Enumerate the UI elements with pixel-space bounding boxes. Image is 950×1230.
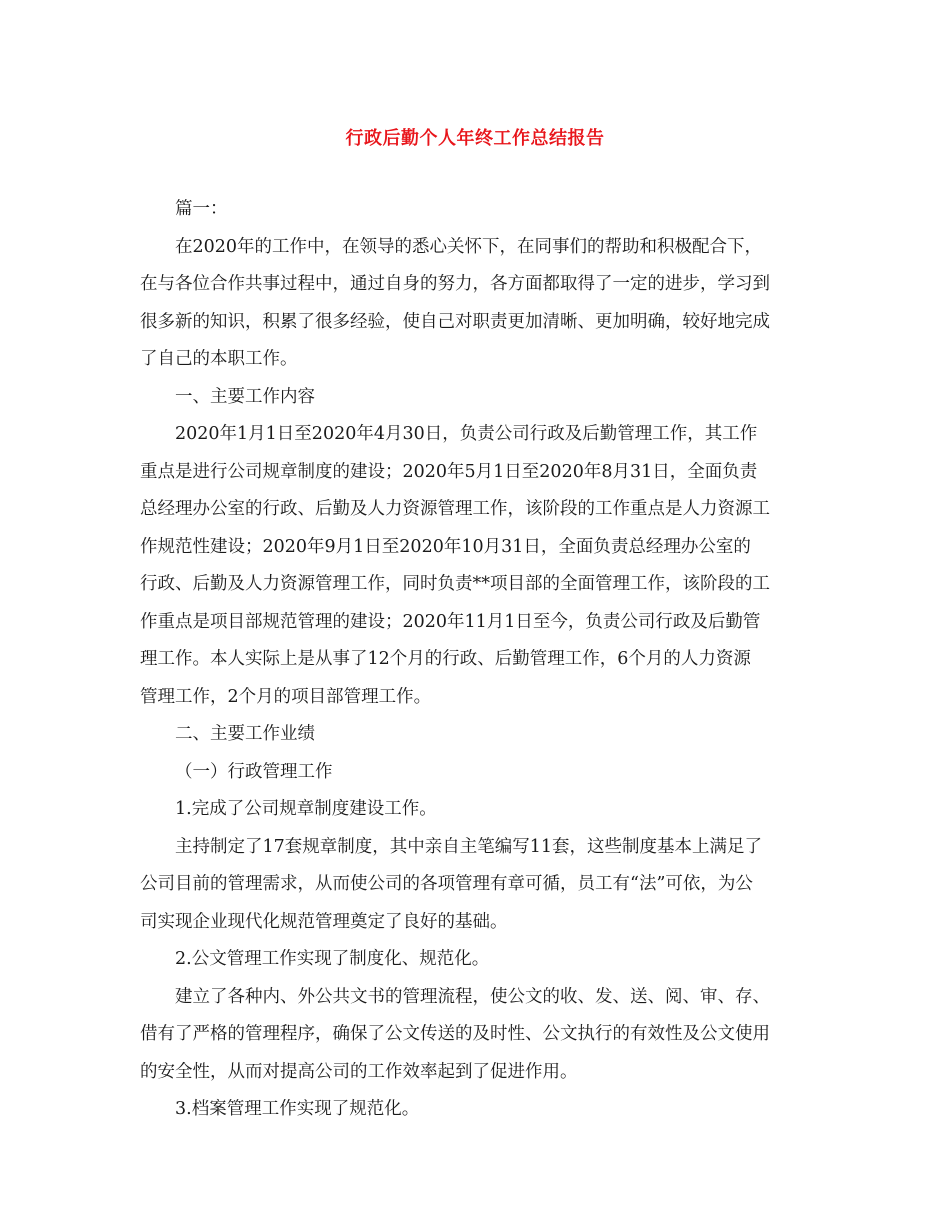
document-body: [140, 191, 810, 1129]
item-2-paragraph: 建立了各种内、外公共文书的管理流程，使公文的收、发、送、阅、审、存、 借有了严格的管理程序，确保了公文传送的及时性、公文执行的有效性及公文使用 的安全性，从而对提高公司的工作效率起到了促进作用。: [140, 986, 770, 1082]
item-1-paragraph: 主持制定了17套规章制度，其中亲自主笔编写11套，这些制度基本上满足了 公司目前的管理需求，从而使公司的各项管理有章可循，员工有“法”可依，为公 司实现企业现代化规范管理奠定了良好的基础。: [140, 836, 763, 932]
item-3-heading: 3.档案管理工作实现了规范化。: [175, 1099, 420, 1119]
heading-main-work-content: 一、主要工作内容: [175, 386, 315, 407]
heading-main-achievements: 二、主要工作业绩: [175, 724, 315, 744]
work-content-paragraph: 2020年1月1日至2020年4月30日，负责公司行政及后勤管理工作，其工作 重点是进行公司规章制度的建设；2020年5月1日至2020年8月31日，全面负责 总经理办公室的行政、后勤及人力资源管理工作，该阶段的工作重点是人力资源工 作规范性建设；2020年9月1日至2020年10月31日，全面负责总经理办公室的 行政、后勤及人力资源管理工作，同时负责**项目部的全面管理工作，该阶段的工 作重点是项目部规范管理的建设；2020年11月1日至今，负责公司行政及后勤管 理工作。本人实际上是从事了12个月的行政、后勤管理工作，6个月的人力资源 管理工作，2个月的项目部管理工作。: [140, 424, 770, 707]
document-title: 行政后勤个人年终工作总结报告: [345, 128, 605, 149]
item-1-heading: 1.完成了公司规章制度建设工作。: [175, 799, 437, 819]
section-label-part-one: 篇一：: [175, 199, 228, 219]
subheading-admin-management: （一）行政管理工作: [175, 761, 333, 782]
item-2-heading: 2.公文管理工作实现了制度化、规范化。: [175, 949, 490, 969]
intro-paragraph: 在2020年的工作中，在领导的悉心关怀下，在同事们的帮助和积极配合下， 在与各位合作共事过程中，通过自身的努力，各方面都取得了一定的进步，学习到 很多新的知识，积累了很多经验，使自己对职责更加清晰、更加明确，较好地完成 了自己的本职工作。: [140, 236, 770, 369]
